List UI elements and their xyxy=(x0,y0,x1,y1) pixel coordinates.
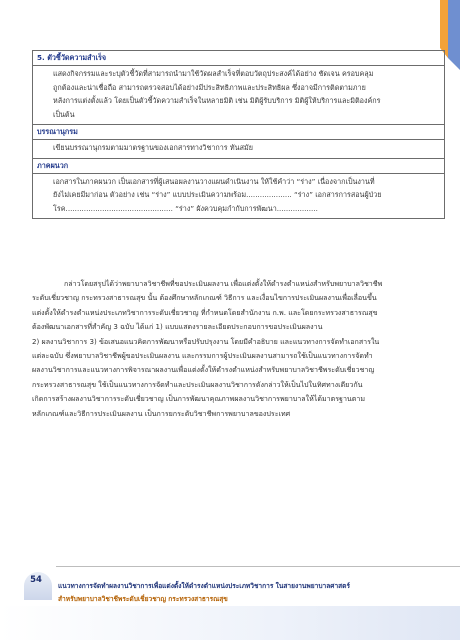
paragraph-line: แต่ละฉบับ ซึ่งพยาบาลวิชาชีพผู้ขอประเมินผลงาน และกรรมการผู้ประเมินผลงานสามารถใช้เป็นแนวทางการจัดทำ xyxy=(32,351,373,361)
paragraph-line: แต่งตั้งให้ดำรงตำแหน่งประเภทวิชาการระดับเชี่ยวชาญ ที่กำหนดโดยสำนักงาน ก.พ. และโดยกระทรวงสาธารณสุข xyxy=(32,307,378,317)
appendix-line: ยังไม่เคยมีมาก่อน ตัวอย่าง เช่น “ร่าง” แบบประเมินความพร้อม.................... “ร่าง” เอกสารการสอนผู้ป่วย xyxy=(53,190,382,199)
section-5-body xyxy=(33,66,444,125)
paragraph-line: หลักเกณฑ์และวิธีการประเมินผลงาน เป็นการยกระดับวิชาชีพการพยาบาลของประเทศ xyxy=(32,408,291,418)
section-5-line: ถูกต้องและน่าเชื่อถือ สามารถตรวจสอบได้อย่างมีประสิทธิภาพและประสิทธิผล ซึ่งอาจมีการติดตามภาย xyxy=(53,82,366,92)
footer-divider xyxy=(56,566,460,567)
appendix-body xyxy=(33,174,444,219)
bibliography-line: เขียนบรรณานุกรมตามมาตรฐานของเอกสารทางวิชาการ ทันสมัย xyxy=(53,143,253,152)
page-number: 54 xyxy=(30,575,42,585)
footer-subtitle: สำหรับพยาบาลวิชาชีพระดับเชี่ยวชาญ กระทรวงสาธารณสุข xyxy=(58,595,228,603)
bibliography-body xyxy=(33,140,444,159)
paragraph-line: เกิดการสร้างผลงานวิชาการระดับเชี่ยวชาญ เป็นการพัฒนาคุณภาพผลงานวิชาการพยาบาลให้ได้มาตรฐานตาม xyxy=(32,394,366,404)
section-5-line: หลังการแต่งตั้งแล้ว โดยเป็นตัวชี้วัดความสำเร็จในหลายมิติ เช่น มิติผู้รับบริการ มิติผู้ให้บริการและมิติองค์กร xyxy=(53,96,381,105)
paragraph-line: ผลงานวิชาการและแนวทางการพิจารณาผลงานเพื่อแต่งตั้งให้ดำรงตำแหน่งสำหรับพยาบาลวิชาชีพระดับเชี่ยวชาญ xyxy=(32,365,375,375)
section-5-line: เป็นต้น xyxy=(53,109,75,119)
paragraph-line: กล่าวโดยสรุปได้ว่าพยาบาลวิชาชีพที่ขอประเมินผลงาน เพื่อแต่งตั้งให้ดำรงตำแหน่งสำหรับพยาบาลวิชาชีพ xyxy=(64,279,383,288)
appendix-title: ภาคผนวก xyxy=(33,159,444,174)
bibliography-title: บรรณานุกรม xyxy=(33,125,444,140)
section-5-line: แสดงกิจกรรมและระบุตัวชี้วัดที่สามารถนำมาใช้วัดผลสำเร็จที่ตอบวัตถุประสงค์ได้อย่าง ชัดเจน ครอบคลุม xyxy=(53,69,374,78)
appendix-line: เอกสารในภาคผนวก เป็นเอกสารที่ผู้เสนอผลงานวางแผนดำเนินงาน ให้ใช้คำว่า “ร่าง” เนื่องจากเป็นงานที่ xyxy=(53,176,375,186)
requirements-table xyxy=(32,50,445,219)
footer-title: แนวทางการจัดทำผลงานวิชาการเพื่อแต่งตั้งให้ดำรงตำแหน่งประเภทวิชาการ ในสายงานพยาบาลศาสตร์ xyxy=(58,582,350,590)
paragraph-line: ระดับเชี่ยวชาญ กระทรวงสาธารณสุข นั้น ต้องศึกษาหลักเกณฑ์ วิธีการ และเงื่อนไขการประเมินผลงานเพื่อเลื่อนขึ้น xyxy=(32,293,377,303)
footer-band xyxy=(0,606,460,640)
paragraph-line: 2) ผลงานวิชาการ 3) ข้อเสนอแนวคิดการพัฒนาหรือปรับปรุงงาน โดยมีคำอธิบาย และแนวทางการจัดทำเอกสารใน xyxy=(32,336,380,346)
paragraph-line: ต้องพัฒนาเอกสารที่สำคัญ 3 ฉบับ ได้แก่ 1) แบบแสดงรายละเอียดประกอบการขอประเมินผลงาน xyxy=(32,322,323,332)
section-5-title: 5. ตัวชี้วัดความสำเร็จ xyxy=(33,51,444,66)
paragraph-line: กระทรวงสาธารณสุข ใช้เป็นแนวทางการจัดทำและประเมินผลงานวิชาการดังกล่าวให้เป็นไปในทิศทางเดียวกัน xyxy=(32,379,363,389)
appendix-line: โรค............................................... “ร่าง” ผังควบคุมกำกับการพัฒนา.................. xyxy=(53,203,318,213)
summary-paragraph xyxy=(32,277,443,421)
